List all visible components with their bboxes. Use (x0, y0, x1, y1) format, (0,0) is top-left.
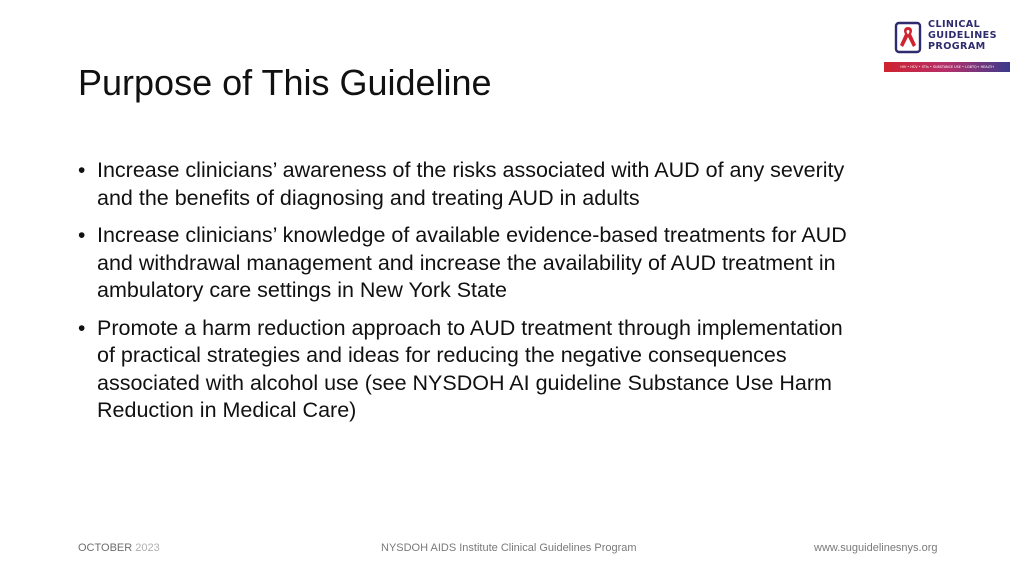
bullet-line: Reduction in Medical Care) (97, 398, 357, 422)
footer-year: 2023 (135, 542, 160, 554)
bullet-item (78, 315, 938, 425)
bullet-list (78, 157, 938, 435)
footer-date (78, 542, 160, 554)
bullet-marker: • (78, 224, 86, 247)
bullet-line: of practical strategies and ideas for reducing the negative consequences (97, 343, 787, 367)
bullet-line: ambulatory care settings in New York State (97, 278, 507, 302)
bullet-marker: • (78, 159, 86, 182)
logo-tagline-bar: HIV • HCV • STIs • SUBSTANCE USE • LGBTQ+ HEALTH (884, 62, 1010, 72)
bullet-line: Increase clinicians’ knowledge of available evidence-based treatments for AUD (97, 223, 847, 247)
clinical-guidelines-program-logo (884, 18, 1012, 78)
logo-line-3: PROGRAM (928, 41, 986, 52)
bullet-line: and the benefits of diagnosing and treating AUD in adults (97, 185, 640, 210)
logo-wordmark (928, 19, 997, 52)
bullet-line: associated with alcohol use (see NYSDOH AI guideline Substance Use Harm (97, 370, 832, 395)
bullet-item (78, 157, 938, 212)
logo-line-2: GUIDELINES (928, 30, 997, 41)
footer-url: www.suguidelinesnys.org (814, 542, 938, 554)
slide-title: Purpose of This Guideline (78, 62, 492, 103)
logo-line-1: CLINICAL (928, 19, 981, 30)
footer-month: OCTOBER (78, 542, 133, 554)
bullet-line: and withdrawal management and increase the availability of AUD treatment in (97, 250, 836, 275)
bullet-marker: • (78, 316, 86, 340)
bullet-line: Increase clinicians’ awareness of the risks associated with AUD of any severity (97, 158, 845, 182)
bullet-line: Promote a harm reduction approach to AUD treatment through implementation (97, 315, 843, 340)
bullet-item (78, 222, 938, 305)
footer-program-name: NYSDOH AIDS Institute Clinical Guidelines Program (381, 542, 637, 554)
red-ribbon-icon (894, 21, 922, 54)
